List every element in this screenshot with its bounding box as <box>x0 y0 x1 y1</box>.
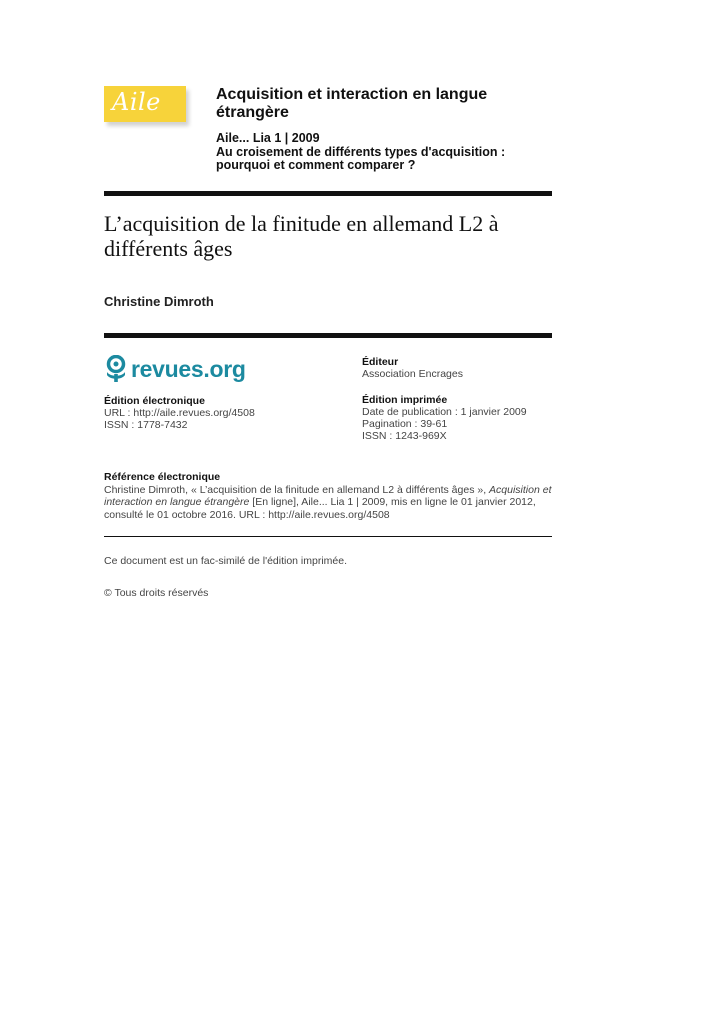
middle-divider <box>104 333 552 338</box>
facsimile-note: Ce document est un fac-similé de l'édition imprimée. <box>104 555 348 567</box>
aile-logo <box>104 86 186 122</box>
edition-imprimee-date: Date de publication : 1 janvier 2009 <box>362 406 527 418</box>
revues-org-logo <box>104 355 246 383</box>
reference-part1: Christine Dimroth, « L’acquisition de la finitude en allemand L2 à différents âges », <box>104 483 490 496</box>
editeur <box>362 356 552 380</box>
article-title: L’acquisition de la finitude en allemand L2 à différents âges <box>104 211 499 261</box>
reference-text <box>104 484 552 522</box>
edition-imprimee <box>362 394 552 442</box>
reference-electronique <box>104 471 552 521</box>
edition-electronique-issn: ISSN : 1778-7432 <box>104 419 188 431</box>
issue-theme: Au croisement de différents types d'acquisition : pourquoi et comment comparer ? <box>216 144 506 172</box>
edition-electronique-heading: Édition électronique <box>104 395 205 407</box>
bottom-divider <box>104 536 552 537</box>
revues-org-logo-text: revues.org <box>131 355 246 382</box>
edition-imprimee-heading: Édition imprimée <box>362 394 448 406</box>
editeur-name: Association Encrages <box>362 368 463 380</box>
aile-logo-text: Aile <box>112 88 161 116</box>
reference-journal-italic: Acquisition et interaction en langue étrangère <box>104 483 552 508</box>
article-author: Christine Dimroth <box>104 294 214 309</box>
issue-info <box>216 132 556 173</box>
edition-imprimee-pagination: Pagination : 39-61 <box>362 418 448 430</box>
edition-electronique-url[interactable]: URL : http://aile.revues.org/4508 <box>104 407 255 419</box>
issue-line: Aile... Lia 1 | 2009 <box>216 131 320 145</box>
top-divider <box>104 191 552 196</box>
editeur-heading: Éditeur <box>362 356 399 368</box>
journal-title: Acquisition et interaction en langue étrangère <box>216 86 488 121</box>
reference-heading: Référence électronique <box>104 471 221 483</box>
edition-electronique <box>104 395 334 431</box>
revues-org-logo-icon <box>104 355 128 383</box>
reference-part2: [En ligne], Aile... Lia 1 | 2009, mis en ligne le 01 janvier 2012, consulté le 01 octobre 2016. URL : http://aile.revues.org/4508 <box>104 496 536 521</box>
rights-note: © Tous droits réservés <box>104 587 209 599</box>
edition-imprimee-issn: ISSN : 1243-969X <box>362 430 447 442</box>
